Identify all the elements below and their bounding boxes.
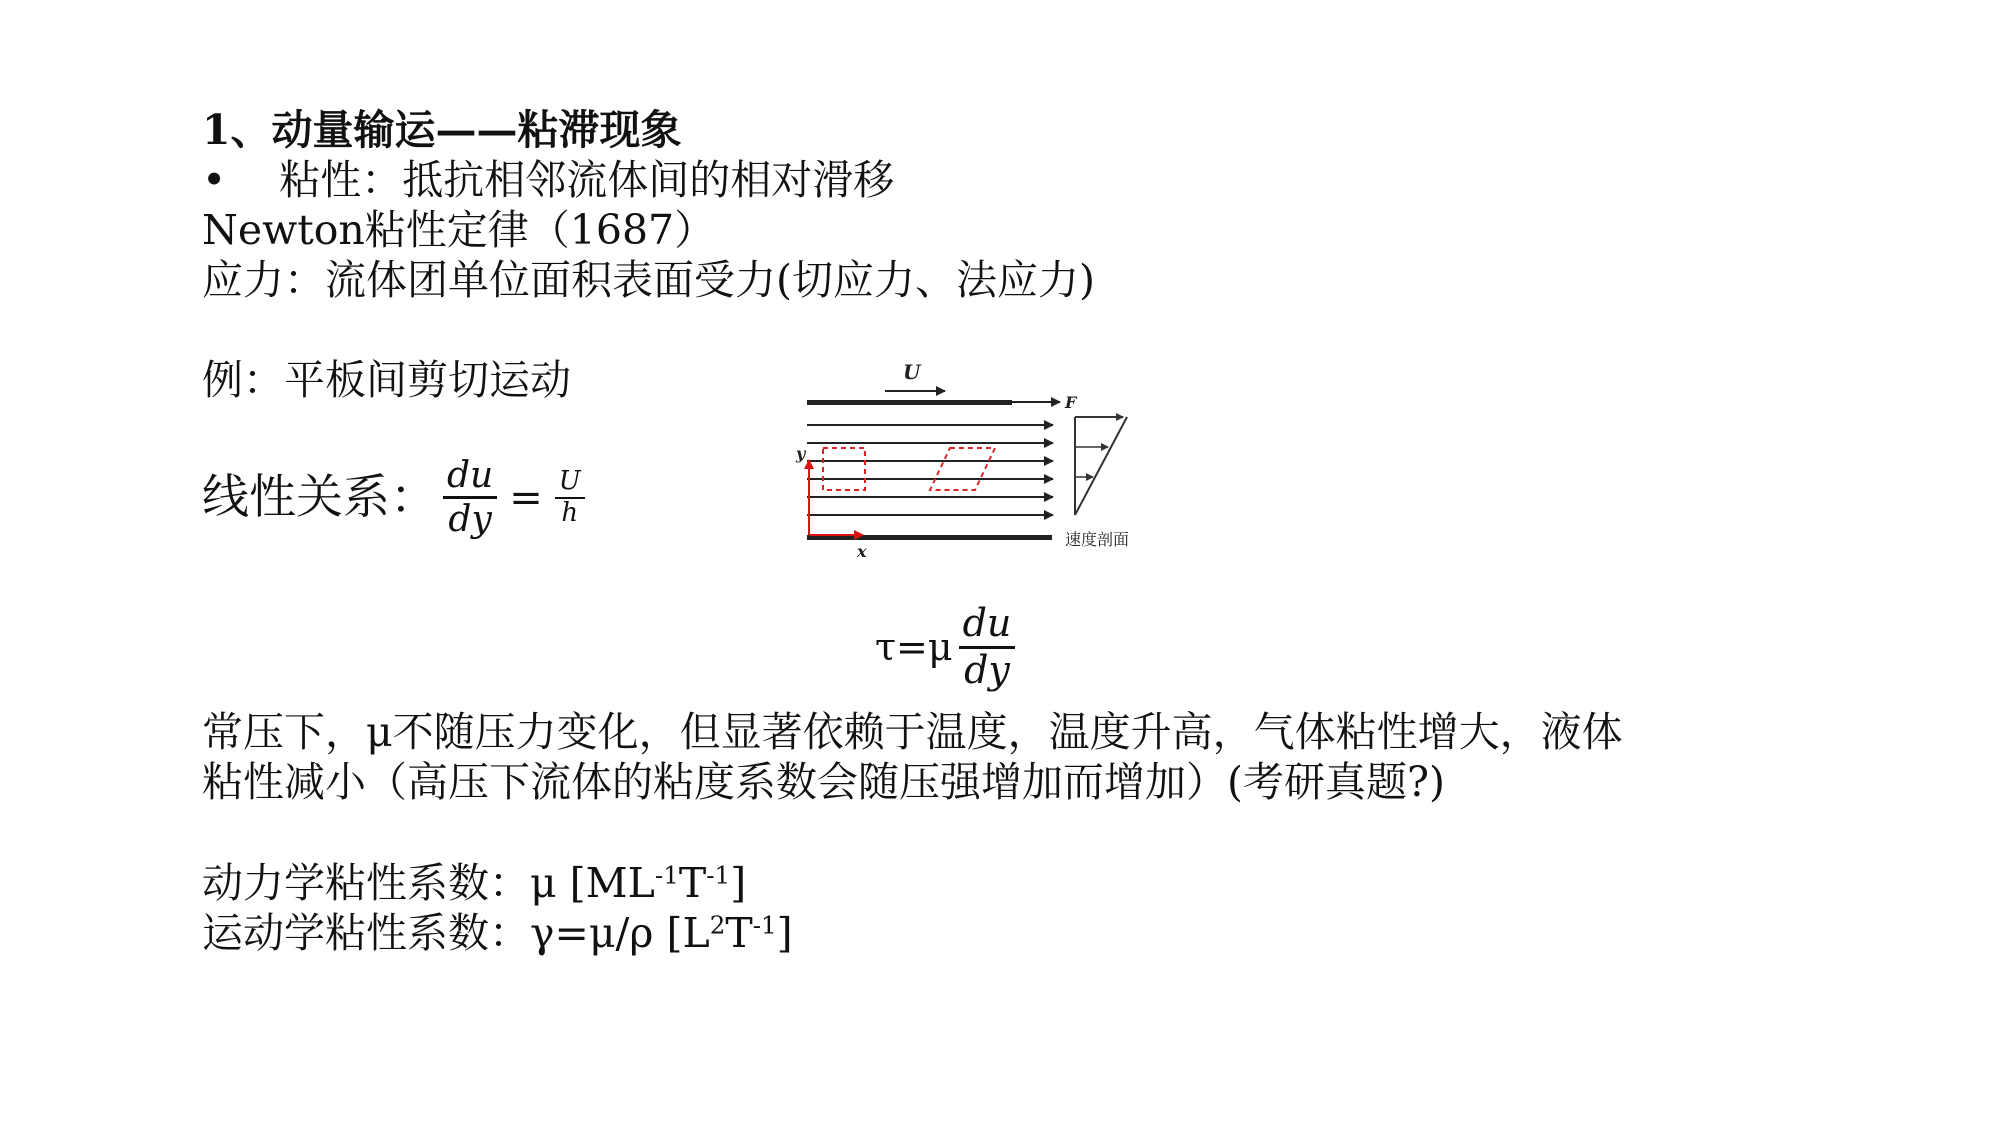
dimension-t: T: [725, 909, 753, 957]
paragraph-line-2: 粘性减小（高压下流体的粘度系数会随压强增加而增加）(考研真题?): [202, 758, 1445, 806]
example-line: 例：平板间剪切运动: [202, 356, 571, 404]
u-h-fraction: [555, 467, 585, 529]
du-dy-fraction: [959, 602, 1016, 692]
superscript: 2: [709, 910, 726, 940]
x-axis-label: x: [857, 542, 867, 561]
bullet-marker: •: [202, 156, 227, 204]
fraction-numerator: U: [558, 466, 581, 496]
fluid-element-square: [823, 448, 865, 490]
profile-line: [1075, 417, 1127, 515]
fraction-denominator: h: [561, 497, 579, 528]
shear-stress-formula: [875, 602, 1021, 692]
dynamic-viscosity-label: 动力学粘性系数：μ [ML: [202, 859, 655, 907]
fraction-denominator: dy: [964, 647, 1010, 692]
fraction-denominator: dy: [448, 499, 492, 541]
fluid-element-sheared: [930, 448, 995, 490]
top-plate: [807, 400, 1012, 405]
stress-definition: 应力：流体团单位面积表面受力(切应力、法应力): [202, 256, 1095, 304]
bullet-item: [202, 155, 894, 205]
section-heading: 1、动量输运——粘滞现象: [202, 106, 682, 154]
bracket-close: ]: [776, 909, 793, 957]
equals-sign: =: [509, 474, 543, 521]
kinematic-viscosity-line: [202, 908, 793, 958]
y-axis-label: y: [796, 444, 806, 463]
bullet-text: 粘性：抵抗相邻流体间的相对滑移: [279, 156, 895, 204]
superscript: -1: [706, 860, 731, 890]
superscript: -1: [654, 860, 679, 890]
shear-flow-diagram: [795, 355, 1180, 565]
superscript: -1: [752, 910, 777, 940]
dimension-t: T: [678, 859, 707, 907]
velocity-u-label: U: [903, 360, 921, 384]
linear-relation: [202, 455, 591, 541]
dynamic-viscosity-line: [202, 858, 746, 908]
bracket-close: ]: [730, 859, 747, 907]
newton-law-line: Newton粘性定律（1687）: [202, 206, 716, 254]
fraction-numerator: du: [962, 601, 1012, 645]
kinematic-viscosity-label: 运动学粘性系数：γ=μ/ρ [L: [202, 909, 710, 957]
fraction-numerator: du: [447, 455, 494, 496]
paragraph-line-1: 常压下，μ不随压力变化，但显著依赖于温度，温度升高，气体粘性增大，液体: [202, 708, 1623, 756]
tau-mu-text: τ=μ: [875, 625, 953, 670]
linear-relation-label: 线性关系：: [202, 469, 437, 525]
force-f-label: F: [1065, 393, 1077, 412]
du-dy-fraction: [443, 455, 497, 541]
profile-caption: 速度剖面: [1065, 530, 1130, 549]
